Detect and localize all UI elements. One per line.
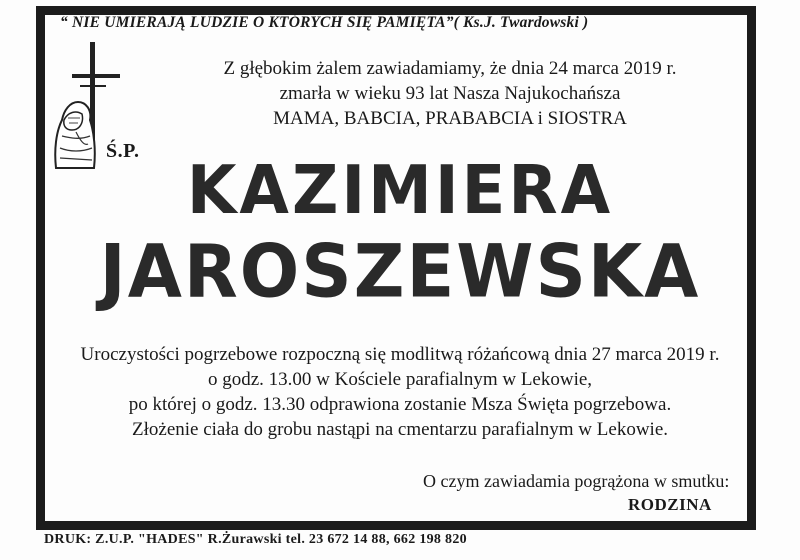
ceremony-line-1: Uroczystości pogrzebowe rozpoczną się modlitwą różańcową dnia 27 marca 2019 r. [80,344,720,365]
notice-line: O czym zawiadamia pogrążona w smutku: [423,471,730,491]
ceremony-line-2: o godz. 13.00 w Kościele parafialnym w Lekowie, [207,369,593,390]
intro-line-1: Z głębokim żalem zawiadamiamy, że dnia 24 marca 2019 r. [223,58,677,79]
announcement-intro [190,56,710,131]
intro-line-3: MAMA, BABCIA, PRABABCIA i SIOSTRA [273,108,627,129]
epigraph-quote: “ NIE UMIERAJĄ LUDZIE O KTÓRYCH SIĘ PAMIĘTA”( Ks.J. Twardowski ) [60,14,589,31]
ceremony-line-3: po której o godz. 13.30 odprawiona zostanie Msza Święta pogrzebowa. [128,394,672,415]
ceremony-line-4: Złożenie ciała do grobu nastąpi na cmentarzu parafialnym w Lekowie. [132,419,668,440]
funeral-details [40,342,760,442]
family-signature: RODZINA [628,495,712,514]
printer-footer: DRUK: Z.U.P. "HADES" R.Żurawski tel. 23 672 14 88, 662 198 820 [44,532,467,547]
deceased-last-name: JAROSZEWSKA [99,228,701,315]
deceased-first-name: KAZIMIERA [186,152,614,230]
sp-label: Ś.P. [106,140,140,162]
intro-line-2: zmarła w wieku 93 lat Nasza Najukochańsza [279,83,621,104]
